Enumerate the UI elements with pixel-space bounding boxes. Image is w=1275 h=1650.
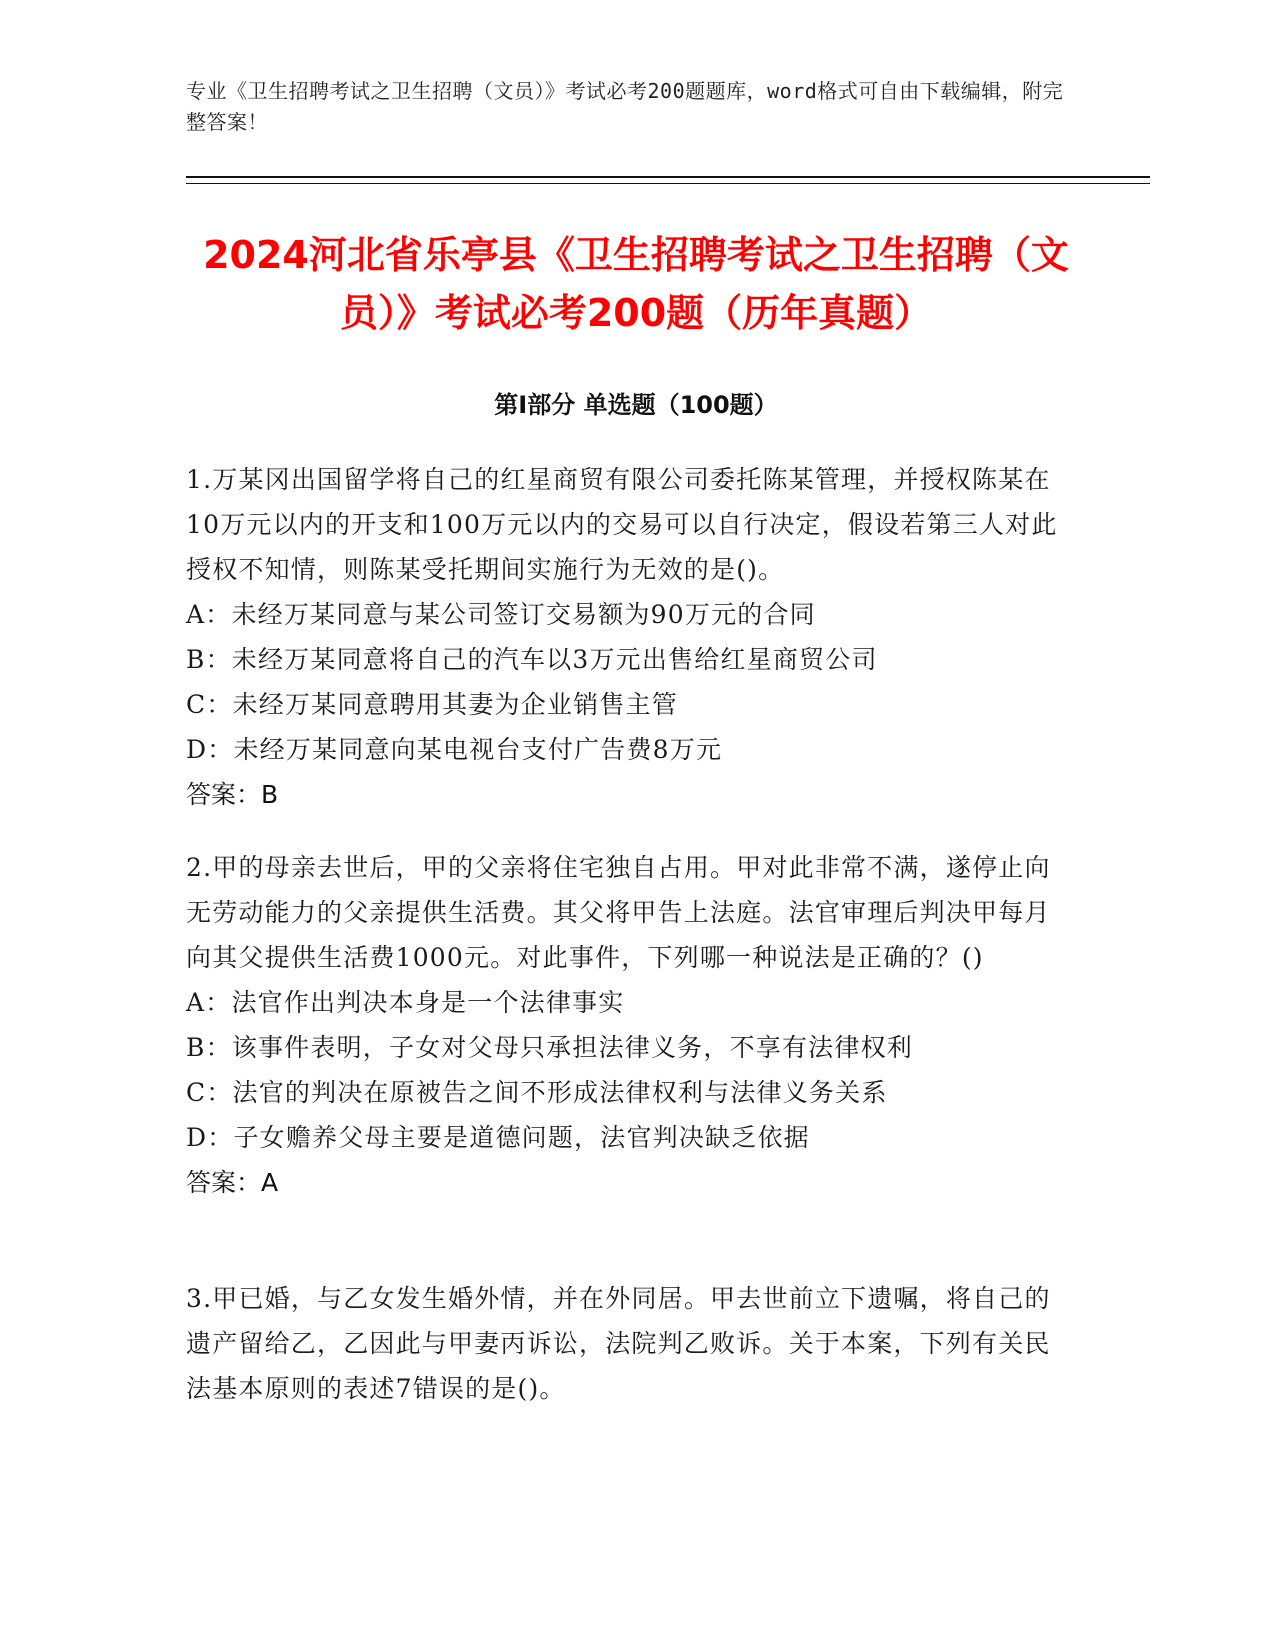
header-rule-thin bbox=[186, 183, 1150, 184]
question-3 bbox=[186, 1276, 1066, 1411]
option-a: A：法官作出判决本身是一个法律事实 bbox=[186, 988, 625, 1017]
option-c: C：法官的判决在原被告之间不形成法律权利与法律义务关系 bbox=[186, 1078, 888, 1107]
option-c: C：未经万某同意聘用其妻为企业销售主管 bbox=[186, 690, 678, 719]
question-stem: 3.甲已婚，与乙女发生婚外情，并在外同居。甲去世前立下遗嘱，将自己的遗产留给乙，乙因此与甲妻丙诉讼，法院判乙败诉。关于本案，下列有关民法基本原则的表述7错误的是()。 bbox=[186, 1284, 1051, 1403]
section-title: 第I部分 单选题（100题） bbox=[494, 391, 778, 419]
option-b: B：该事件表明，子女对父母只承担法律义务，不享有法律权利 bbox=[186, 1033, 913, 1062]
question-1 bbox=[186, 457, 1066, 817]
header-note: 专业《卫生招聘考试之卫生招聘（文员）》考试必考200题题库，word格式可自由下载编辑，附完整答案！ bbox=[186, 79, 1064, 134]
option-b: B：未经万某同意将自己的汽车以3万元出售给红星商贸公司 bbox=[186, 645, 878, 674]
option-d: D：未经万某同意向某电视台支付广告费8万元 bbox=[186, 735, 723, 764]
answer: 答案：A bbox=[186, 1168, 279, 1197]
header-rule-thick bbox=[186, 176, 1150, 178]
question-stem: 2.甲的母亲去世后，甲的父亲将住宅独自占用。甲对此非常不满，遂停止向无劳动能力的父亲提供生活费。其父将甲告上法庭。法官审理后判决甲每月向其父提供生活费1000元。对此事件，下列哪一种说法是正确的？() bbox=[186, 853, 1051, 972]
question-stem: 1.万某冈出国留学将自己的红星商贸有限公司委托陈某管理，并授权陈某在10万元以内的开支和100万元以内的交易可以自行决定，假设若第三人对此授权不知情，则陈某受托期间实施行为无效的是()。 bbox=[186, 465, 1058, 584]
answer: 答案：B bbox=[186, 780, 279, 809]
option-d: D：子女赡养父母主要是道德问题，法官判决缺乏依据 bbox=[186, 1123, 810, 1152]
question-2 bbox=[186, 845, 1066, 1205]
document-title: 2024河北省乐亭县《卫生招聘考试之卫生招聘（文员）》考试必考200题（历年真题） bbox=[203, 233, 1069, 335]
option-a: A：未经万某同意与某公司签订交易额为90万元的合同 bbox=[186, 600, 816, 629]
